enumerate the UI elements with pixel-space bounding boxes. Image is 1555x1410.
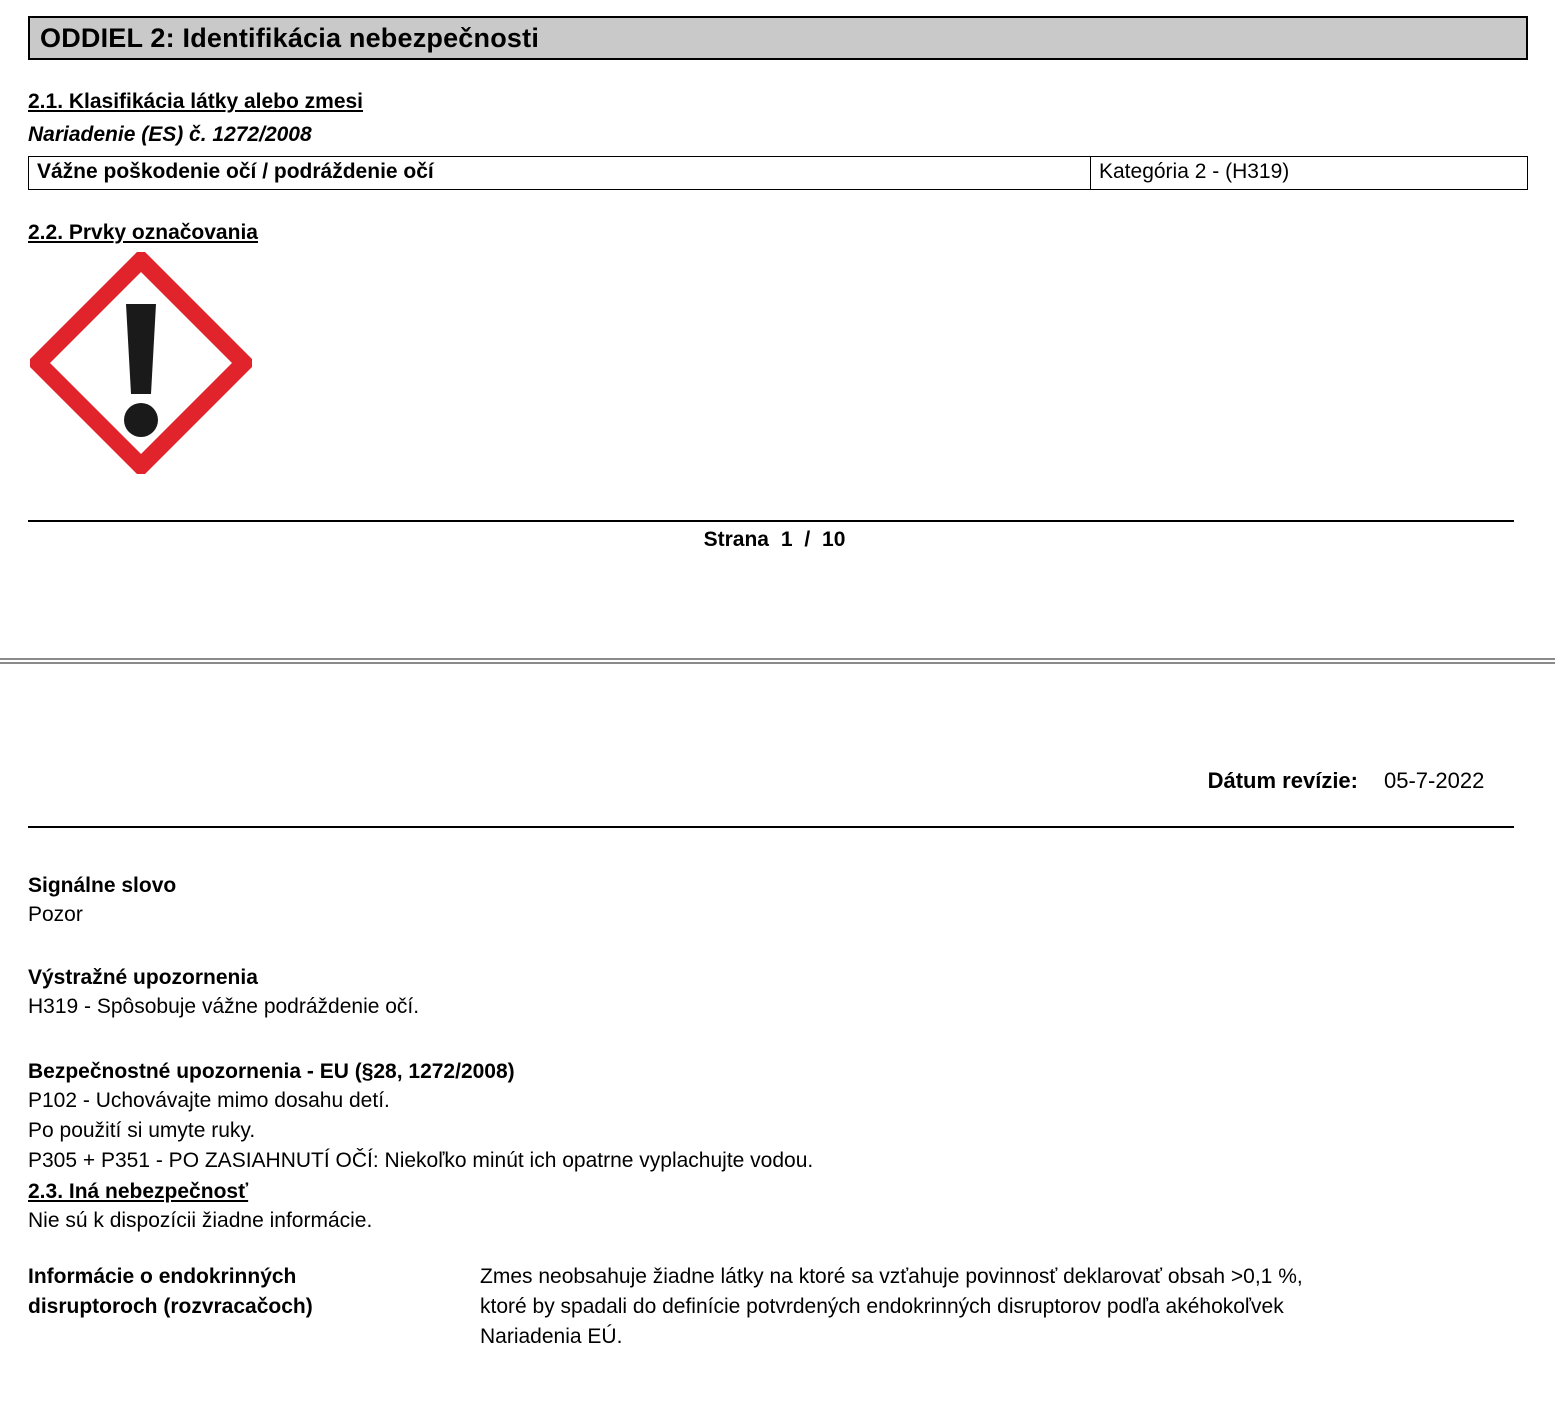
hazard-statements-block — [28, 964, 1518, 1022]
precautionary-statement-line: Po použití si umyte ruky. — [28, 1119, 256, 1143]
section-title: ODDIEL 2: Identifikácia nebezpečnosti — [40, 22, 540, 53]
page-current: 1 — [780, 528, 793, 551]
subsection-2-3-heading: 2.3. Iná nebezpečnosť — [28, 1180, 249, 1203]
subsection-2-3-text: Nie sú k dispozícii žiadne informácie. — [28, 1209, 373, 1233]
revision-date-value: 05-7-2022 — [1384, 768, 1485, 793]
subsection-2-2-heading: 2.2. Prvky označovania — [28, 221, 258, 244]
hazard-class-cell: Vážne poškodenie očí / podráždenie očí — [29, 157, 1091, 190]
section-header-bar — [28, 16, 1528, 60]
revision-date-row — [28, 768, 1524, 794]
precautionary-statement-line: P305 + P351 - PO ZASIAHNUTÍ OČÍ: Niekoľko minút ich opatrne vyplachujte vodou. — [28, 1148, 814, 1172]
regulation-reference: Nariadenie (ES) č. 1272/2008 — [28, 123, 312, 146]
endocrine-disruptors-block — [28, 1262, 1528, 1351]
page-separator: / — [804, 528, 811, 551]
endocrine-disruptors-label — [28, 1262, 480, 1322]
revision-date-label: Dátum revízie: — [1207, 768, 1358, 793]
endocrine-text-line-1: Zmes neobsahuje žiadne látky na ktoré sa vzťahuje povinnosť deklarovať obsah >0,1 %, — [480, 1265, 1303, 1288]
endocrine-label-line-1: Informácie o endokrinných — [28, 1265, 297, 1288]
endocrine-text-line-2: ktoré by spadali do definície potvrdených endokrinných disruptorov podľa akéhokoľvek — [480, 1294, 1284, 1318]
hazard-statements-title: Výstražné upozornenia — [28, 966, 258, 989]
classification-table — [28, 156, 1528, 190]
hazard-statement-line: H319 - Spôsobuje vážne podráždenie očí. — [28, 995, 420, 1019]
hazard-category-cell: Kategória 2 - (H319) — [1091, 157, 1528, 190]
signal-word-block — [28, 872, 1518, 930]
page-break-divider — [0, 658, 1555, 664]
page-total: 10 — [822, 528, 846, 551]
endocrine-text-line-3: Nariadenia EÚ. — [480, 1324, 623, 1348]
ghs07-exclamation-mark-icon — [30, 252, 252, 474]
precautionary-statements-title: Bezpečnostné upozornenia - EU (§28, 1272/2008) — [28, 1060, 515, 1083]
subsection-2-1-heading: 2.1. Klasifikácia látky alebo zmesi — [28, 90, 364, 113]
footer-divider — [28, 520, 1514, 522]
table-row — [29, 157, 1528, 190]
page-number-footer — [0, 528, 1555, 552]
subsection-2-3-block — [28, 1178, 1518, 1236]
signal-word-title: Signálne slovo — [28, 874, 177, 897]
signal-word-value: Pozor — [28, 903, 83, 927]
header-divider — [28, 826, 1514, 828]
page-label: Strana — [703, 528, 769, 551]
endocrine-label-line-2: disruptoroch (rozvracačoch) — [28, 1294, 313, 1318]
precautionary-statement-line: P102 - Uchovávajte mimo dosahu detí. — [28, 1089, 390, 1113]
precautionary-statements-block — [28, 1058, 1518, 1176]
endocrine-disruptors-text — [480, 1262, 1528, 1351]
